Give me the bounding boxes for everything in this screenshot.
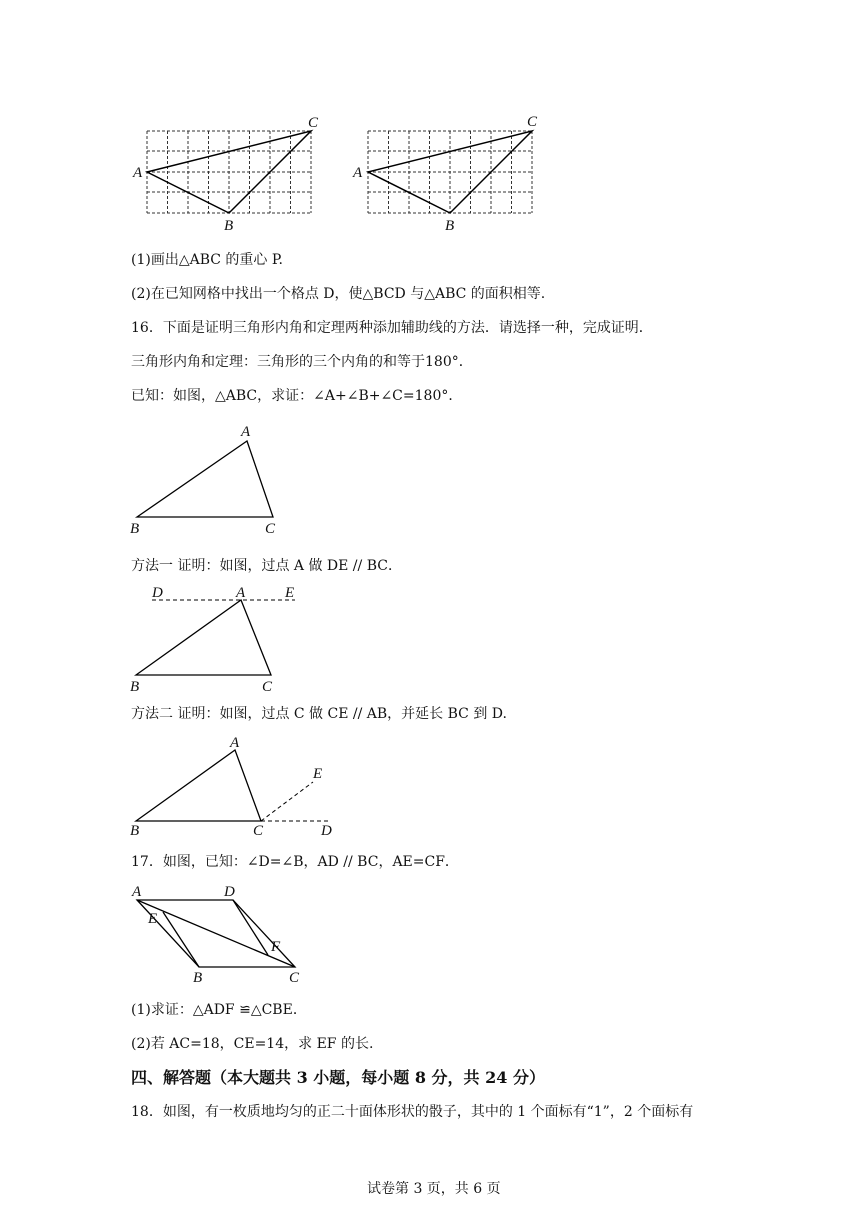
label-b: B [130,679,140,695]
triangle-abc [137,441,273,517]
q16-theorem: 三角形内角和定理：三角形的三个内角的和等于180°． [131,354,473,370]
section-heading: 四、解答题（本大题共 3 小题，每小题 8 分，共 24 分） [131,1068,545,1087]
label-d: D [224,884,235,900]
q15-part2: (2)在已知网格中找出一个格点 D，使△BCD 与△ABC 的面积相等. [131,286,546,302]
label-e: E [148,911,158,927]
line-ac [137,900,295,967]
grid-figure-right [347,110,547,235]
q15-part1: (1)画出△ABC 的重心 P. [131,252,283,268]
label-a: A [132,884,142,900]
label-b: B [193,970,203,986]
line-be [163,912,199,967]
q18-text: 18．如图，有一枚质地均匀的正二十面体形状的骰子，其中的 1 个面标有“1”，2 个面标有 [131,1104,694,1120]
label-c: C [308,115,319,131]
grid-figure-left [125,110,325,235]
label-b: B [224,218,234,234]
label-b: B [130,823,140,839]
label-c: C [289,970,300,986]
triangle-figure-16 [125,420,295,540]
method2-figure [125,730,345,845]
page-footer: 试卷第 3 页，共 6 页 [367,1181,501,1197]
q17-title: 17．如图，已知：∠D=∠B，AD // BC，AE=CF． [131,854,459,870]
q16-method2: 方法二 证明：如图，过点 C 做 CE // AB，并延长 BC 到 D. [131,706,507,722]
q16-given: 已知：如图，△ABC，求证：∠A+∠B+∠C=180°． [131,388,463,404]
grid-lines [147,131,311,213]
label-d: D [152,585,163,601]
label-a: A [241,424,251,440]
label-a: A [353,165,363,181]
triangle-abc [136,600,271,675]
label-c: C [262,679,273,695]
label-c: C [265,521,276,537]
q17-part2: (2)若 AC=18，CE=14，求 EF 的长. [131,1036,374,1052]
label-a: A [133,165,143,181]
method1-figure [125,580,315,700]
label-a: A [230,735,240,751]
label-a: A [236,585,246,601]
q16-method1: 方法一 证明：如图，过点 A 做 DE // BC． [131,558,402,574]
label-e: E [313,766,323,782]
label-f: F [271,939,281,955]
label-c: C [527,114,538,130]
fig17-figure [125,878,315,990]
line-ce [261,782,313,821]
label-b: B [445,218,455,234]
q16-title: 16．下面是证明三角形内角和定理两种添加辅助线的方法．请选择一种，完成证明． [131,320,653,336]
q17-part1: (1)求证：△ADF ≌△CBE． [131,1002,307,1018]
line-df [233,900,268,955]
label-e: E [285,585,295,601]
triangle-abc [136,750,261,821]
label-d: D [321,823,332,839]
grid-lines [368,131,532,213]
label-b: B [130,521,140,537]
label-c: C [253,823,264,839]
